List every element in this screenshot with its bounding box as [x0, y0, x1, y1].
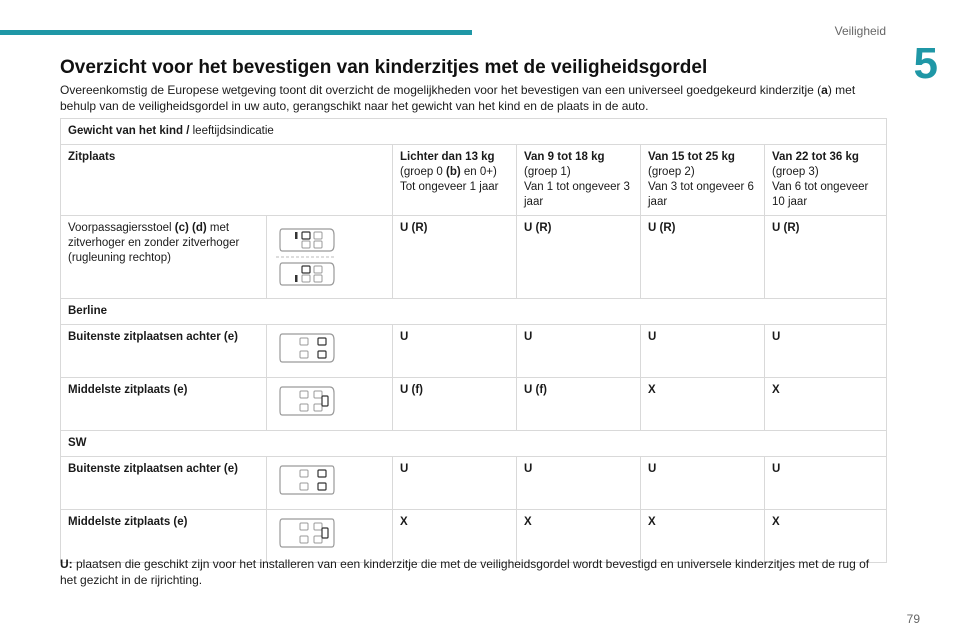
- front-value-g0: U (R): [393, 216, 517, 299]
- sw-middle-g2: X: [641, 510, 765, 563]
- berline-section-row: [61, 299, 887, 325]
- car-rear-outer-icon: [274, 462, 338, 498]
- sw-outer-g0: U: [393, 457, 517, 510]
- weight-header-row: [61, 119, 887, 145]
- front-passenger-row: [61, 216, 887, 299]
- sw-outer-g1: U: [517, 457, 641, 510]
- group-1-header: Van 9 tot 18 kg (groep 1) Van 1 tot ongeveer 3 jaar: [517, 145, 641, 216]
- sw-middle-rear-row: [61, 510, 887, 563]
- car-front-seat-icon: [274, 221, 338, 293]
- berline-middle-car-icon-cell: [267, 378, 393, 431]
- sw-outer-g3: U: [765, 457, 887, 510]
- sw-outer-rear-label: Buitenste zitplaatsen achter (e): [61, 457, 267, 510]
- group-2-header: Van 15 tot 25 kg (groep 2) Van 3 tot ongeveer 6 jaar: [641, 145, 765, 216]
- car-rear-middle-icon: [274, 515, 338, 551]
- berline-outer-car-icon-cell: [267, 325, 393, 378]
- front-seat-car-icon-cell: [267, 216, 393, 299]
- seat-column-header: Zitplaats: [61, 145, 393, 216]
- footnote: U: plaatsen die geschikt zijn voor het installeren van een kinderzitje die met de veiligheidsgordel wordt bevestigd en universele kinderzitjes met de rug of het gezicht in de rijrichting.: [60, 557, 870, 587]
- front-value-g2: U (R): [641, 216, 765, 299]
- front-value-g1: U (R): [517, 216, 641, 299]
- berline-middle-g3: X: [765, 378, 887, 431]
- chapter-number: 5: [913, 39, 938, 88]
- intro-paragraph: Overeenkomstig de Europese wetgeving toont dit overzicht de mogelijkheden voor het bevestigen van een universeel goedgekeurd kinderzitje (a) met behulp van de veiligheidsgordel in uw auto, gerangschikt naar het gewicht van het kind en de plaats in de auto.: [60, 83, 856, 113]
- berline-outer-g3: U: [765, 325, 887, 378]
- sw-middle-g0: X: [393, 510, 517, 563]
- front-value-g3: U (R): [765, 216, 887, 299]
- group-3-header: Van 22 tot 36 kg (groep 3) Van 6 tot ongeveer 10 jaar: [765, 145, 887, 216]
- sw-outer-car-icon-cell: [267, 457, 393, 510]
- front-passenger-label: Voorpassagiersstoel (c) (d) met zitverhoger en zonder zitverhoger (rugleuning rechtop): [61, 216, 267, 299]
- section-name: Veiligheid: [834, 24, 886, 38]
- page-title: Overzicht voor het bevestigen van kinderzitjes met de veiligheidsgordel: [60, 57, 708, 78]
- berline-middle-g2: X: [641, 378, 765, 431]
- berline-middle-g1: U (f): [517, 378, 641, 431]
- child-seat-table: [60, 118, 887, 563]
- sw-middle-rear-label: Middelste zitplaats (e): [61, 510, 267, 563]
- sw-section-row: [61, 431, 887, 457]
- car-rear-middle-icon: [274, 383, 338, 419]
- sw-outer-rear-row: [61, 457, 887, 510]
- sw-section-title: SW: [61, 431, 887, 457]
- car-top-icon: [280, 263, 334, 285]
- berline-outer-g1: U: [517, 325, 641, 378]
- sw-middle-car-icon-cell: [267, 510, 393, 563]
- sw-middle-g3: X: [765, 510, 887, 563]
- berline-outer-g0: U: [393, 325, 517, 378]
- berline-outer-rear-row: [61, 325, 887, 378]
- weight-header: Gewicht van het kind / leeftijdsindicatie: [61, 119, 887, 145]
- berline-middle-g0: U (f): [393, 378, 517, 431]
- car-rear-outer-icon: [274, 330, 338, 366]
- group-0-header: Lichter dan 13 kg (groep 0 (b) en 0+) Tot ongeveer 1 jaar: [393, 145, 517, 216]
- berline-outer-rear-label: Buitenste zitplaatsen achter (e): [61, 325, 267, 378]
- berline-outer-g2: U: [641, 325, 765, 378]
- berline-middle-rear-row: [61, 378, 887, 431]
- sw-outer-g2: U: [641, 457, 765, 510]
- page-number: 79: [906, 612, 920, 626]
- sw-middle-g1: X: [517, 510, 641, 563]
- berline-section-title: Berline: [61, 299, 887, 325]
- group-header-row: [61, 145, 887, 216]
- car-top-icon: [280, 229, 334, 251]
- header-accent-bar: [0, 30, 472, 35]
- berline-middle-rear-label: Middelste zitplaats (e): [61, 378, 267, 431]
